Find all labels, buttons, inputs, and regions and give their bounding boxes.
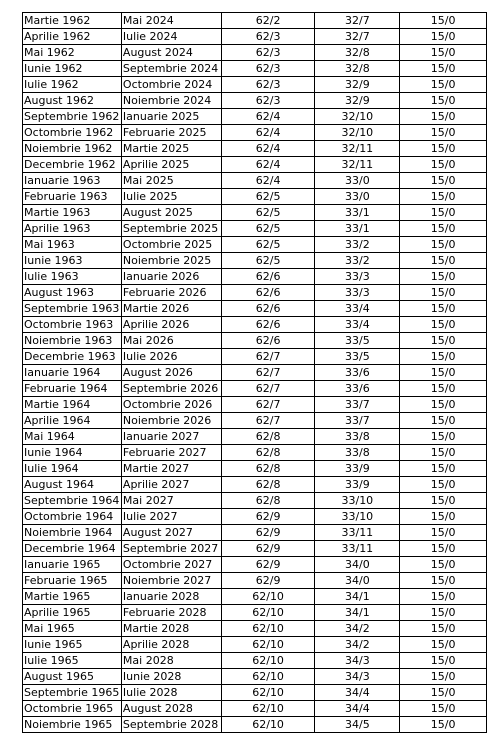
age-cell: 62/9 — [221, 541, 315, 557]
table-row — [23, 205, 487, 221]
contribution-cell: 33/10 — [315, 509, 400, 525]
retirement-month-cell: Septembrie 2025 — [121, 221, 221, 237]
age-cell: 62/9 — [221, 573, 315, 589]
contribution-cell: 33/9 — [315, 477, 400, 493]
birth-month-cell: Ianuarie 1964 — [23, 365, 122, 381]
contribution-cell: 33/7 — [315, 397, 400, 413]
retirement-month-cell: Mai 2026 — [121, 333, 221, 349]
contribution-cell: 33/1 — [315, 205, 400, 221]
birth-month-cell: Iunie 1965 — [23, 637, 122, 653]
contribution-cell: 34/4 — [315, 685, 400, 701]
minimum-cell: 15/0 — [400, 93, 487, 109]
contribution-cell: 33/0 — [315, 173, 400, 189]
minimum-cell: 15/0 — [400, 573, 487, 589]
birth-month-cell: Iunie 1964 — [23, 445, 122, 461]
table-row — [23, 189, 487, 205]
birth-month-cell: Decembrie 1964 — [23, 541, 122, 557]
age-cell: 62/8 — [221, 493, 315, 509]
retirement-month-cell: Ianuarie 2028 — [121, 589, 221, 605]
table-row — [23, 45, 487, 61]
age-cell: 62/9 — [221, 557, 315, 573]
table-row — [23, 333, 487, 349]
age-cell: 62/9 — [221, 509, 315, 525]
age-cell: 62/8 — [221, 477, 315, 493]
retirement-month-cell: Aprilie 2028 — [121, 637, 221, 653]
table-row — [23, 509, 487, 525]
contribution-cell: 34/3 — [315, 669, 400, 685]
birth-month-cell: Septembrie 1963 — [23, 301, 122, 317]
contribution-cell: 33/0 — [315, 189, 400, 205]
table-row — [23, 381, 487, 397]
minimum-cell: 15/0 — [400, 701, 487, 717]
birth-month-cell: Februarie 1963 — [23, 189, 122, 205]
table-row — [23, 477, 487, 493]
minimum-cell: 15/0 — [400, 525, 487, 541]
birth-month-cell: Februarie 1964 — [23, 381, 122, 397]
age-cell: 62/10 — [221, 589, 315, 605]
retirement-month-cell: August 2024 — [121, 45, 221, 61]
birth-month-cell: Ianuarie 1965 — [23, 557, 122, 573]
table-row — [23, 589, 487, 605]
retirement-month-cell: Octombrie 2026 — [121, 397, 221, 413]
age-cell: 62/6 — [221, 333, 315, 349]
birth-month-cell: Mai 1962 — [23, 45, 122, 61]
retirement-month-cell: Noiembrie 2024 — [121, 93, 221, 109]
retirement-month-cell: Februarie 2026 — [121, 285, 221, 301]
table-row — [23, 301, 487, 317]
retirement-month-cell: Septembrie 2027 — [121, 541, 221, 557]
contribution-cell: 33/3 — [315, 269, 400, 285]
retirement-month-cell: Mai 2024 — [121, 13, 221, 29]
contribution-cell: 32/7 — [315, 29, 400, 45]
table-row — [23, 701, 487, 717]
minimum-cell: 15/0 — [400, 253, 487, 269]
table-row — [23, 285, 487, 301]
retirement-month-cell: Septembrie 2026 — [121, 381, 221, 397]
contribution-cell: 33/1 — [315, 221, 400, 237]
retirement-month-cell: Octombrie 2025 — [121, 237, 221, 253]
table-row — [23, 493, 487, 509]
retirement-month-cell: Septembrie 2028 — [121, 717, 221, 733]
minimum-cell: 15/0 — [400, 605, 487, 621]
retirement-month-cell: August 2027 — [121, 525, 221, 541]
birth-month-cell: Octombrie 1965 — [23, 701, 122, 717]
birth-month-cell: Decembrie 1962 — [23, 157, 122, 173]
birth-month-cell: Noiembrie 1964 — [23, 525, 122, 541]
birth-month-cell: Martie 1963 — [23, 205, 122, 221]
contribution-cell: 32/10 — [315, 125, 400, 141]
retirement-month-cell: Noiembrie 2025 — [121, 253, 221, 269]
birth-month-cell: Septembrie 1962 — [23, 109, 122, 125]
contribution-cell: 33/5 — [315, 333, 400, 349]
retirement-month-cell: Aprilie 2025 — [121, 157, 221, 173]
age-cell: 62/4 — [221, 141, 315, 157]
table-row — [23, 429, 487, 445]
minimum-cell: 15/0 — [400, 653, 487, 669]
birth-month-cell: Ianuarie 1963 — [23, 173, 122, 189]
retirement-month-cell: Mai 2028 — [121, 653, 221, 669]
contribution-cell: 33/6 — [315, 381, 400, 397]
minimum-cell: 15/0 — [400, 285, 487, 301]
minimum-cell: 15/0 — [400, 109, 487, 125]
retirement-month-cell: Mai 2025 — [121, 173, 221, 189]
table-row — [23, 621, 487, 637]
age-cell: 62/4 — [221, 157, 315, 173]
birth-month-cell: Aprilie 1963 — [23, 221, 122, 237]
age-cell: 62/9 — [221, 525, 315, 541]
contribution-cell: 33/6 — [315, 365, 400, 381]
birth-month-cell: Martie 1962 — [23, 13, 122, 29]
document-page — [22, 12, 487, 733]
retirement-month-cell: Februarie 2027 — [121, 445, 221, 461]
minimum-cell: 15/0 — [400, 29, 487, 45]
birth-month-cell: Mai 1964 — [23, 429, 122, 445]
age-cell: 62/10 — [221, 701, 315, 717]
minimum-cell: 15/0 — [400, 669, 487, 685]
minimum-cell: 15/0 — [400, 173, 487, 189]
contribution-cell: 32/7 — [315, 13, 400, 29]
table-row — [23, 317, 487, 333]
birth-month-cell: Mai 1965 — [23, 621, 122, 637]
minimum-cell: 15/0 — [400, 237, 487, 253]
table-row — [23, 93, 487, 109]
retirement-month-cell: Septembrie 2024 — [121, 61, 221, 77]
table-row — [23, 541, 487, 557]
age-cell: 62/4 — [221, 109, 315, 125]
minimum-cell: 15/0 — [400, 477, 487, 493]
table-row — [23, 525, 487, 541]
age-cell: 62/7 — [221, 413, 315, 429]
data-table — [22, 12, 487, 733]
contribution-cell: 33/10 — [315, 493, 400, 509]
table-row — [23, 653, 487, 669]
minimum-cell: 15/0 — [400, 397, 487, 413]
contribution-cell: 33/4 — [315, 317, 400, 333]
minimum-cell: 15/0 — [400, 493, 487, 509]
minimum-cell: 15/0 — [400, 189, 487, 205]
contribution-cell: 33/11 — [315, 525, 400, 541]
contribution-cell: 33/8 — [315, 445, 400, 461]
retirement-month-cell: Iulie 2028 — [121, 685, 221, 701]
age-cell: 62/6 — [221, 285, 315, 301]
birth-month-cell: Septembrie 1965 — [23, 685, 122, 701]
age-cell: 62/7 — [221, 381, 315, 397]
minimum-cell: 15/0 — [400, 205, 487, 221]
minimum-cell: 15/0 — [400, 445, 487, 461]
age-cell: 62/6 — [221, 301, 315, 317]
birth-month-cell: Noiembrie 1962 — [23, 141, 122, 157]
age-cell: 62/10 — [221, 669, 315, 685]
minimum-cell: 15/0 — [400, 301, 487, 317]
retirement-month-cell: Aprilie 2027 — [121, 477, 221, 493]
contribution-cell: 32/9 — [315, 93, 400, 109]
contribution-cell: 33/2 — [315, 237, 400, 253]
minimum-cell: 15/0 — [400, 589, 487, 605]
table-row — [23, 557, 487, 573]
table-row — [23, 349, 487, 365]
minimum-cell: 15/0 — [400, 269, 487, 285]
minimum-cell: 15/0 — [400, 637, 487, 653]
retirement-month-cell: Februarie 2028 — [121, 605, 221, 621]
minimum-cell: 15/0 — [400, 461, 487, 477]
retirement-month-cell: Martie 2026 — [121, 301, 221, 317]
table-row — [23, 669, 487, 685]
birth-month-cell: Mai 1963 — [23, 237, 122, 253]
age-cell: 62/5 — [221, 205, 315, 221]
contribution-cell: 34/2 — [315, 637, 400, 653]
age-cell: 62/3 — [221, 61, 315, 77]
contribution-cell: 33/2 — [315, 253, 400, 269]
birth-month-cell: Aprilie 1965 — [23, 605, 122, 621]
retirement-month-cell: Iulie 2027 — [121, 509, 221, 525]
minimum-cell: 15/0 — [400, 141, 487, 157]
table-row — [23, 397, 487, 413]
table-row — [23, 269, 487, 285]
contribution-cell: 32/9 — [315, 77, 400, 93]
birth-month-cell: August 1963 — [23, 285, 122, 301]
contribution-cell: 32/8 — [315, 45, 400, 61]
age-cell: 62/10 — [221, 621, 315, 637]
contribution-cell: 33/5 — [315, 349, 400, 365]
minimum-cell: 15/0 — [400, 381, 487, 397]
birth-month-cell: Aprilie 1962 — [23, 29, 122, 45]
table-row — [23, 125, 487, 141]
age-cell: 62/7 — [221, 365, 315, 381]
age-cell: 62/10 — [221, 605, 315, 621]
age-cell: 62/5 — [221, 189, 315, 205]
table-row — [23, 141, 487, 157]
retirement-month-cell: Martie 2025 — [121, 141, 221, 157]
table-row — [23, 717, 487, 733]
contribution-cell: 33/8 — [315, 429, 400, 445]
retirement-month-cell: Iulie 2025 — [121, 189, 221, 205]
table-row — [23, 445, 487, 461]
table-row — [23, 365, 487, 381]
age-cell: 62/8 — [221, 445, 315, 461]
retirement-month-cell: Iulie 2024 — [121, 29, 221, 45]
birth-month-cell: Noiembrie 1965 — [23, 717, 122, 733]
table-row — [23, 221, 487, 237]
minimum-cell: 15/0 — [400, 13, 487, 29]
table-row — [23, 173, 487, 189]
minimum-cell: 15/0 — [400, 365, 487, 381]
age-cell: 62/4 — [221, 173, 315, 189]
age-cell: 62/10 — [221, 685, 315, 701]
table-row — [23, 461, 487, 477]
retirement-month-cell: Februarie 2025 — [121, 125, 221, 141]
minimum-cell: 15/0 — [400, 717, 487, 733]
minimum-cell: 15/0 — [400, 349, 487, 365]
age-cell: 62/6 — [221, 317, 315, 333]
birth-month-cell: August 1962 — [23, 93, 122, 109]
age-cell: 62/6 — [221, 269, 315, 285]
age-cell: 62/10 — [221, 637, 315, 653]
birth-month-cell: Octombrie 1963 — [23, 317, 122, 333]
retirement-month-cell: August 2028 — [121, 701, 221, 717]
birth-month-cell: Octombrie 1964 — [23, 509, 122, 525]
minimum-cell: 15/0 — [400, 541, 487, 557]
retirement-month-cell: Aprilie 2026 — [121, 317, 221, 333]
table-row — [23, 413, 487, 429]
age-cell: 62/5 — [221, 237, 315, 253]
contribution-cell: 32/8 — [315, 61, 400, 77]
contribution-cell: 34/3 — [315, 653, 400, 669]
retirement-month-cell: Mai 2027 — [121, 493, 221, 509]
birth-month-cell: Iulie 1962 — [23, 77, 122, 93]
birth-month-cell: Decembrie 1963 — [23, 349, 122, 365]
minimum-cell: 15/0 — [400, 61, 487, 77]
minimum-cell: 15/0 — [400, 509, 487, 525]
age-cell: 62/4 — [221, 125, 315, 141]
age-cell: 62/5 — [221, 221, 315, 237]
contribution-cell: 33/4 — [315, 301, 400, 317]
birth-month-cell: Iulie 1964 — [23, 461, 122, 477]
retirement-month-cell: Martie 2028 — [121, 621, 221, 637]
retirement-month-cell: Ianuarie 2025 — [121, 109, 221, 125]
retirement-month-cell: Octombrie 2024 — [121, 77, 221, 93]
birth-month-cell: Aprilie 1964 — [23, 413, 122, 429]
age-cell: 62/10 — [221, 717, 315, 733]
table-row — [23, 13, 487, 29]
contribution-cell: 32/11 — [315, 157, 400, 173]
birth-month-cell: Noiembrie 1963 — [23, 333, 122, 349]
table-row — [23, 573, 487, 589]
retirement-month-cell: Ianuarie 2026 — [121, 269, 221, 285]
retirement-month-cell: Octombrie 2027 — [121, 557, 221, 573]
table-row — [23, 29, 487, 45]
birth-month-cell: Iunie 1963 — [23, 253, 122, 269]
minimum-cell: 15/0 — [400, 333, 487, 349]
retirement-month-cell: Iulie 2026 — [121, 349, 221, 365]
table-row — [23, 61, 487, 77]
retirement-month-cell: August 2026 — [121, 365, 221, 381]
retirement-month-cell: Noiembrie 2026 — [121, 413, 221, 429]
age-cell: 62/2 — [221, 13, 315, 29]
table-row — [23, 77, 487, 93]
minimum-cell: 15/0 — [400, 557, 487, 573]
contribution-cell: 34/4 — [315, 701, 400, 717]
contribution-cell: 32/11 — [315, 141, 400, 157]
contribution-cell: 34/1 — [315, 605, 400, 621]
minimum-cell: 15/0 — [400, 157, 487, 173]
minimum-cell: 15/0 — [400, 429, 487, 445]
retirement-month-cell: August 2025 — [121, 205, 221, 221]
birth-month-cell: Iunie 1962 — [23, 61, 122, 77]
contribution-cell: 33/11 — [315, 541, 400, 557]
age-cell: 62/7 — [221, 397, 315, 413]
minimum-cell: 15/0 — [400, 413, 487, 429]
age-cell: 62/8 — [221, 461, 315, 477]
table-row — [23, 605, 487, 621]
retirement-month-cell: Martie 2027 — [121, 461, 221, 477]
minimum-cell: 15/0 — [400, 685, 487, 701]
birth-month-cell: August 1964 — [23, 477, 122, 493]
age-cell: 62/3 — [221, 45, 315, 61]
retirement-month-cell: Noiembrie 2027 — [121, 573, 221, 589]
retirement-month-cell: Iunie 2028 — [121, 669, 221, 685]
contribution-cell: 34/2 — [315, 621, 400, 637]
birth-month-cell: Martie 1964 — [23, 397, 122, 413]
contribution-cell: 34/5 — [315, 717, 400, 733]
birth-month-cell: August 1965 — [23, 669, 122, 685]
table-row — [23, 685, 487, 701]
birth-month-cell: Octombrie 1962 — [23, 125, 122, 141]
table-body — [23, 13, 487, 733]
age-cell: 62/3 — [221, 93, 315, 109]
birth-month-cell: Iulie 1965 — [23, 653, 122, 669]
contribution-cell: 33/9 — [315, 461, 400, 477]
table-row — [23, 109, 487, 125]
age-cell: 62/3 — [221, 29, 315, 45]
age-cell: 62/10 — [221, 653, 315, 669]
birth-month-cell: Februarie 1965 — [23, 573, 122, 589]
contribution-cell: 34/0 — [315, 557, 400, 573]
age-cell: 62/8 — [221, 429, 315, 445]
age-cell: 62/7 — [221, 349, 315, 365]
table-row — [23, 253, 487, 269]
table-row — [23, 637, 487, 653]
age-cell: 62/3 — [221, 77, 315, 93]
minimum-cell: 15/0 — [400, 125, 487, 141]
minimum-cell: 15/0 — [400, 221, 487, 237]
minimum-cell: 15/0 — [400, 317, 487, 333]
table-row — [23, 237, 487, 253]
minimum-cell: 15/0 — [400, 45, 487, 61]
age-cell: 62/5 — [221, 253, 315, 269]
contribution-cell: 34/0 — [315, 573, 400, 589]
contribution-cell: 33/3 — [315, 285, 400, 301]
birth-month-cell: Septembrie 1964 — [23, 493, 122, 509]
contribution-cell: 33/7 — [315, 413, 400, 429]
minimum-cell: 15/0 — [400, 77, 487, 93]
birth-month-cell: Martie 1965 — [23, 589, 122, 605]
table-row — [23, 157, 487, 173]
birth-month-cell: Iulie 1963 — [23, 269, 122, 285]
retirement-month-cell: Ianuarie 2027 — [121, 429, 221, 445]
contribution-cell: 32/10 — [315, 109, 400, 125]
contribution-cell: 34/1 — [315, 589, 400, 605]
minimum-cell: 15/0 — [400, 621, 487, 637]
